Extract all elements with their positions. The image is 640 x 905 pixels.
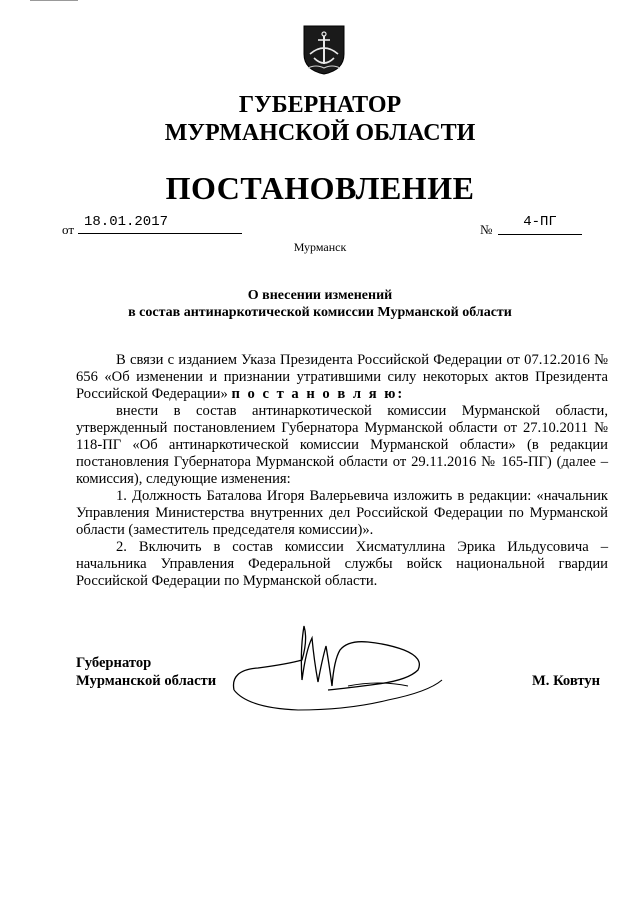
document-type: ПОСТАНОВЛЕНИЕ	[165, 170, 475, 206]
issuer-title-line2: МУРМАНСКОЙ ОБЛАСТИ	[164, 120, 476, 146]
document-date: 18.01.2017	[78, 214, 242, 234]
number-label: №	[480, 222, 493, 237]
subject-line1: О внесении изменений	[247, 288, 393, 303]
item-1-paragraph: 1. Должность Баталова Игоря Валерьевича изложить в редакции: «начальник Управления Министерства внутренних дел Российской Федерации по Мурманской области (заместитель председателя комиссии)».	[76, 488, 608, 538]
subject-line2: в состав антинаркотической комиссии Мурманской области	[128, 305, 512, 320]
city-name: Мурманск	[293, 240, 347, 254]
signer-name: М. Ковтун	[532, 673, 601, 689]
resolution-word: п о с т а н о в л я ю:	[231, 386, 405, 402]
document-body	[76, 352, 608, 590]
document-number: 4-ПГ	[498, 214, 582, 235]
handwritten-signature-icon	[228, 620, 448, 730]
issuer-title-line1: ГУБЕРНАТОР	[238, 92, 402, 118]
item-2-paragraph: 2. Включить в состав комиссии Хисматуллина Эрика Ильдусовича – начальника Управления Федеральной службы войск национальной гвардии Российской Федерации по Мурманской области.	[76, 539, 608, 589]
scan-edge-line	[30, 0, 78, 1]
date-label: от	[62, 222, 75, 237]
coat-of-arms-icon	[302, 24, 346, 76]
preamble-text: В связи с изданием Указа Президента Российской Федерации от 07.12.2016 № 656 «Об изменении и признании утратившими силу некоторых актов Президента Российской Федерации»	[76, 352, 608, 402]
intro-paragraph: внести в состав антинаркотической комиссии Мурманской области, утвержденный постановлением Губернатора Мурманской области от 27.10.2011 № 118-ПГ «Об антинаркотической комиссии Мурманской области» (в редакции постановления Губернатора Мурманской области от 29.11.2016 № 165-ПГ) (далее – комиссия), следующие изменения:	[76, 403, 608, 487]
preamble-paragraph	[76, 352, 608, 403]
date-number-row	[62, 214, 582, 238]
signer-title-line1: Губернатор	[76, 655, 152, 671]
signer-title-line2: Мурманской области	[76, 673, 217, 689]
